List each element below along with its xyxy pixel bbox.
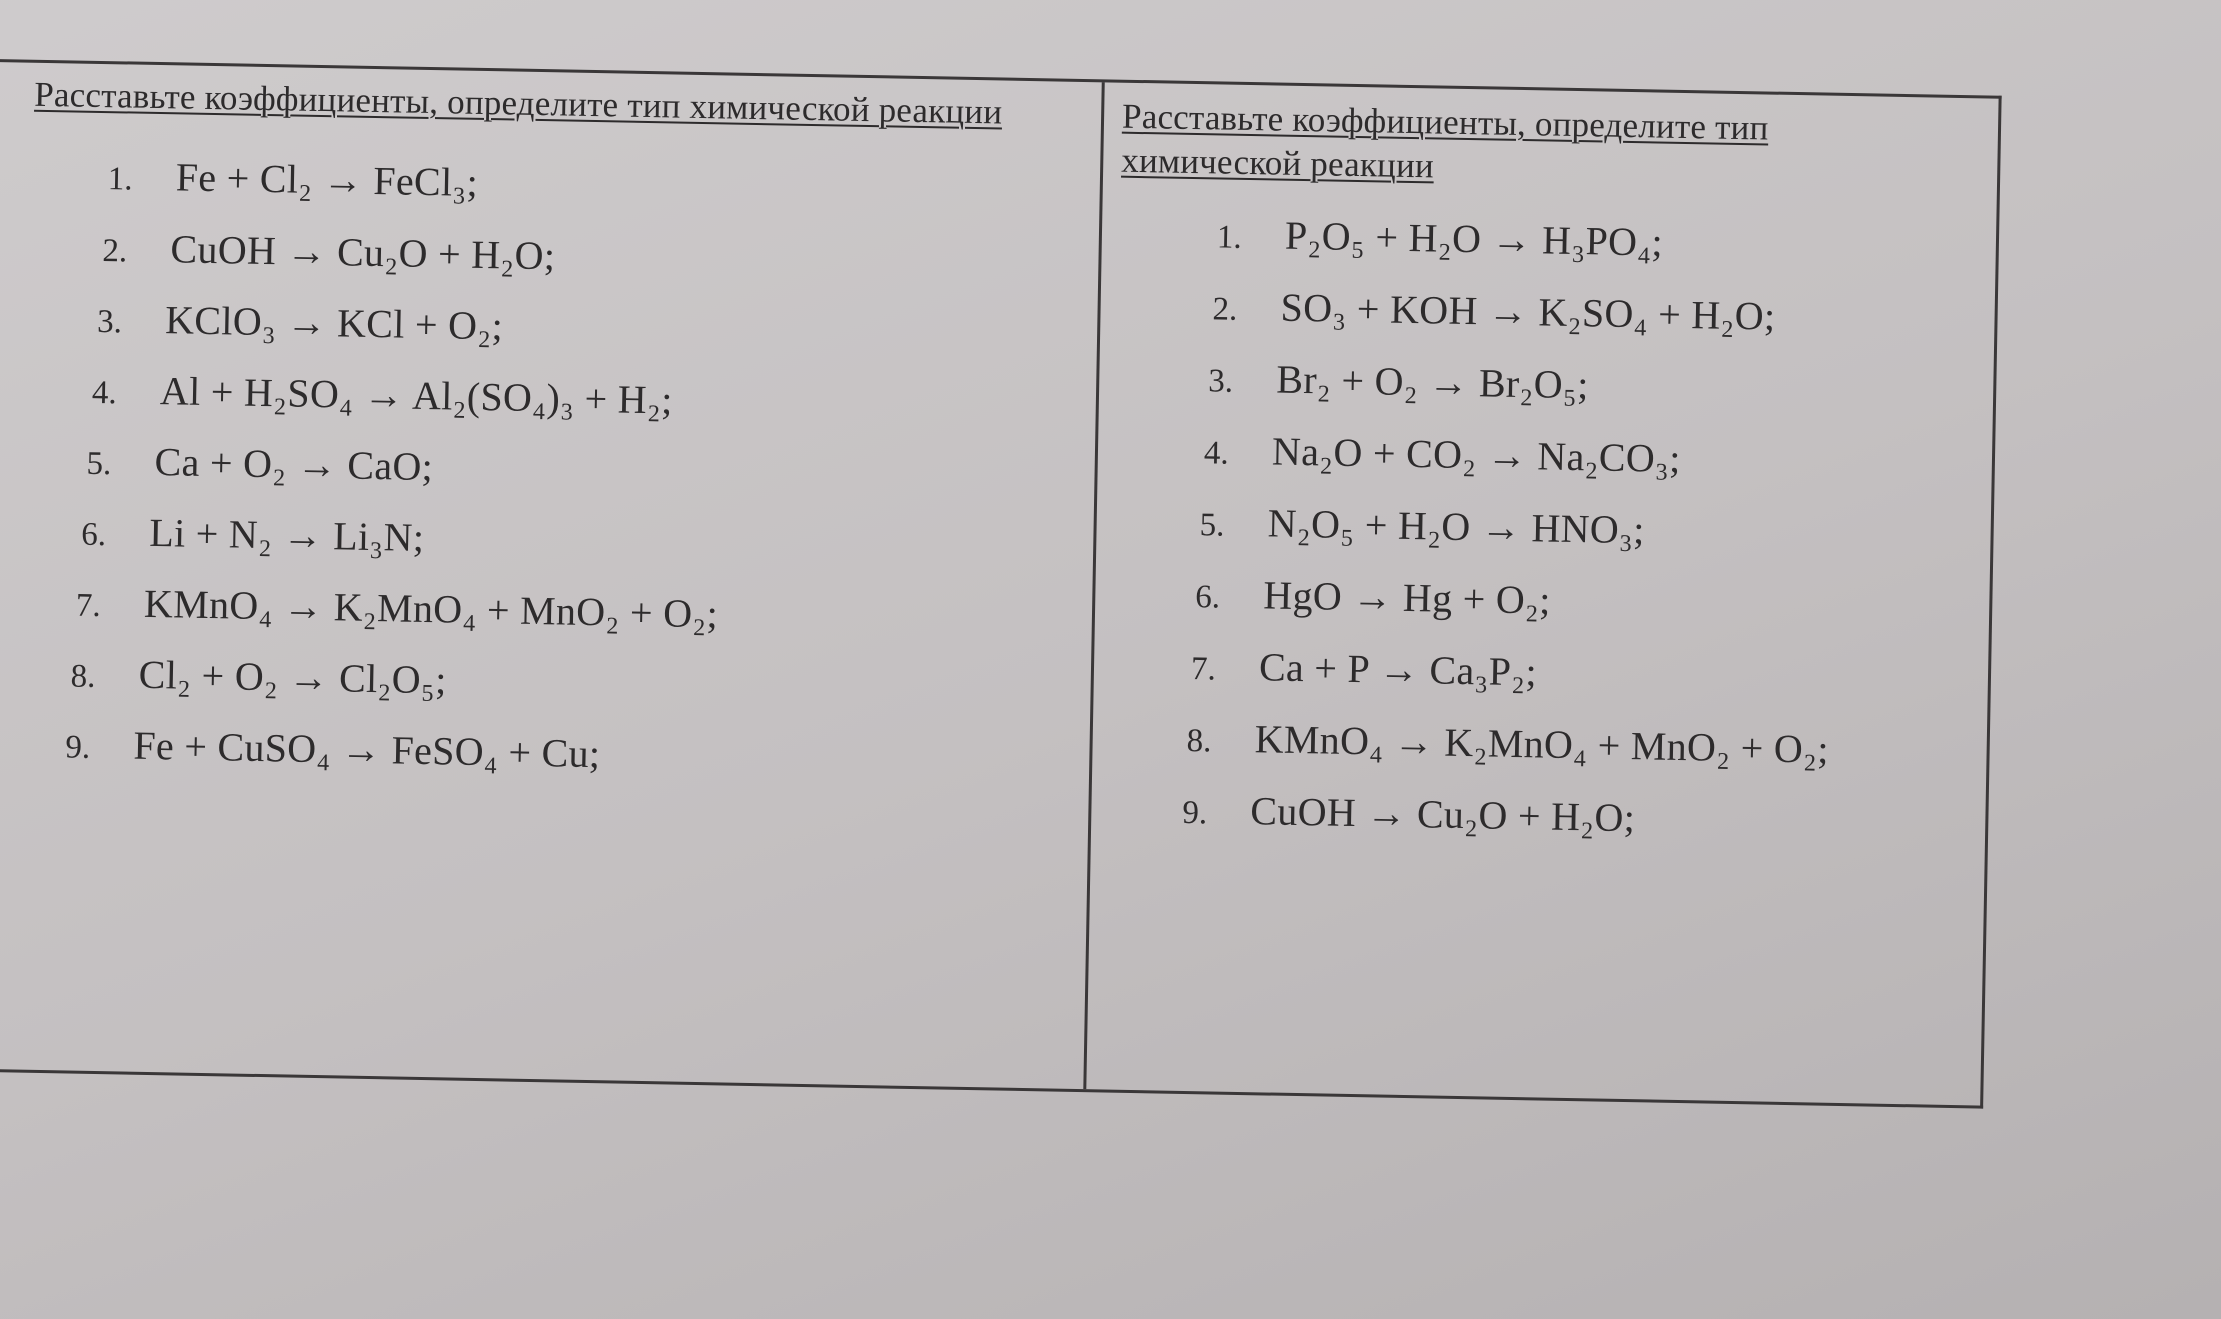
right-reaction-6 bbox=[1195, 570, 1551, 624]
left-reaction-9 bbox=[65, 720, 601, 777]
reaction-equation: Na₂O + CO₂ → Na₂CO₃; bbox=[1271, 428, 1682, 481]
reaction-equation: Al + H₂SO₄ → Al₂(SO₄)₃ + H₂; bbox=[159, 368, 674, 423]
right-reaction-1 bbox=[1217, 210, 1664, 265]
left-reaction-4 bbox=[92, 366, 674, 424]
right-reaction-5 bbox=[1199, 498, 1645, 553]
reaction-number: 8. bbox=[1186, 722, 1212, 760]
reaction-number: 6. bbox=[1195, 579, 1221, 616]
left-heading: Расставьте коэффициенты, определите тип химической реакции bbox=[33, 74, 1003, 132]
reaction-number: 5. bbox=[86, 445, 112, 483]
left-reaction-6 bbox=[81, 508, 425, 561]
reaction-number: 2. bbox=[1212, 291, 1238, 328]
left-reaction-3 bbox=[97, 295, 504, 349]
reaction-equation: HgO → Hg + O₂; bbox=[1262, 572, 1552, 623]
reaction-number: 3. bbox=[96, 303, 123, 341]
reaction-equation: Cl₂ + O₂ → Cl₂O₅; bbox=[138, 651, 448, 703]
reaction-number: 7. bbox=[75, 587, 102, 625]
left-reaction-5 bbox=[86, 437, 433, 490]
reaction-equation: N₂O₅ + H₂O → HNO₃; bbox=[1267, 500, 1646, 553]
left-column bbox=[0, 61, 1105, 1089]
right-column bbox=[1086, 82, 1998, 1105]
reaction-equation: Fe + Cl₂ → FeCl₃; bbox=[175, 154, 479, 205]
right-reaction-4 bbox=[1204, 426, 1682, 482]
reaction-equation: KMnO₄ → K₂MnO₄ + MnO₂ + O₂; bbox=[1254, 716, 1830, 772]
reaction-number: 3. bbox=[1207, 363, 1234, 400]
reaction-equation: Li + N₂ → Li₃N; bbox=[148, 509, 425, 560]
reaction-equation: SO₃ + KOH → K₂SO₄ + H₂O; bbox=[1280, 284, 1776, 339]
reaction-equation: P₂O₅ + H₂O → H₃PO₄; bbox=[1284, 212, 1664, 265]
right-reaction-8 bbox=[1186, 714, 1829, 773]
reaction-equation: CuOH → Cu₂O + H₂O; bbox=[170, 226, 556, 279]
reaction-number: 9. bbox=[65, 729, 91, 766]
reaction-equation: KClO₃ → KCl + O₂; bbox=[164, 297, 504, 349]
worksheet-table bbox=[0, 58, 2002, 1109]
reaction-number: 5. bbox=[1199, 507, 1225, 544]
reaction-number: 2. bbox=[102, 233, 128, 270]
right-reaction-9 bbox=[1182, 786, 1636, 841]
right-reaction-7 bbox=[1191, 642, 1538, 695]
reaction-equation: Br₂ + O₂ → Br₂O₅; bbox=[1275, 356, 1590, 408]
right-reaction-2 bbox=[1212, 282, 1776, 339]
right-heading: Расставьте коэффициенты, определите тип химической реакции bbox=[1120, 96, 1769, 186]
reaction-equation: Ca + O₂ → CaO; bbox=[154, 439, 434, 490]
reaction-number: 4. bbox=[1203, 435, 1230, 472]
reaction-number: 1. bbox=[1216, 219, 1243, 256]
reaction-equation: KMnO₄ → K₂MnO₄ + MnO₂ + O₂; bbox=[143, 580, 719, 637]
left-reaction-8 bbox=[70, 650, 447, 704]
reaction-equation: Ca + P → Ca₃P₂; bbox=[1258, 644, 1538, 695]
left-reaction-1 bbox=[107, 152, 478, 206]
reaction-number: 8. bbox=[70, 658, 96, 695]
right-reaction-3 bbox=[1208, 354, 1589, 408]
reaction-number: 7. bbox=[1190, 651, 1217, 688]
left-reaction-7 bbox=[76, 579, 719, 638]
reaction-equation: Fe + CuSO₄ → FeSO₄ + Cu; bbox=[133, 722, 601, 777]
left-reaction-2 bbox=[102, 224, 556, 279]
reaction-number: 6. bbox=[80, 516, 107, 554]
reaction-number: 9. bbox=[1182, 794, 1208, 832]
reaction-equation: CuOH → Cu₂O + H₂O; bbox=[1250, 788, 1636, 841]
reaction-number: 1. bbox=[107, 161, 133, 198]
reaction-number: 4. bbox=[91, 374, 117, 412]
